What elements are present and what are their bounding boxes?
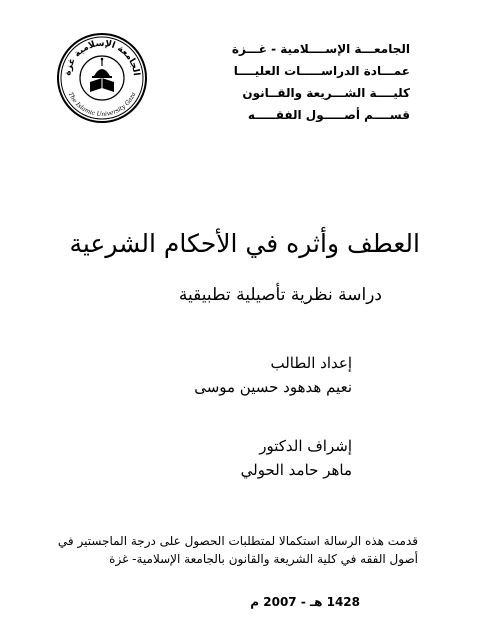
preparation-label: إعداد الطالب [270, 354, 352, 372]
supervisor-name: ماهر حامد الحولي [240, 461, 352, 479]
supervision-block [40, 434, 352, 482]
submission-note-line-1: قدمت هذه الرسالة استكمالا لمتطلبات الحصول على درجة الماجستير في [57, 534, 418, 548]
preparation-block [40, 351, 352, 399]
university-seal-logo [56, 32, 148, 124]
header-line-university: الجامعـــة الإســــلامية - غـــزة [231, 42, 410, 56]
supervision-label: إشراف الدكتور [259, 437, 352, 455]
thesis-subtitle: دراسة نظرية تأصيلية تطبيقية [178, 285, 382, 305]
submission-note [57, 532, 418, 568]
seal-english-text: The Islamic University Gaza [66, 91, 138, 119]
seal-arabic-text: الجامعة الإسلامية غزة [63, 38, 141, 77]
university-header [220, 38, 410, 126]
submission-note-line-2: أصول الفقه في كلية الشريعة والقانون بالجامعة الإسلامية- غزة [109, 552, 418, 566]
header-line-faculty: كليــــة الشـــريعة والقــانون [242, 86, 410, 100]
thesis-title: العطف وأثره في الأحكام الشرعية [69, 229, 420, 258]
submission-date: 1428 هـ - 2007 م [250, 595, 360, 609]
student-name: نعيم هدهود حسين موسى [194, 378, 352, 396]
header-line-department: قســــم أصـــــول الفقـــــه [247, 108, 410, 122]
header-line-deanship: عمـــادة الدراســـــات العليــــا [233, 64, 410, 78]
